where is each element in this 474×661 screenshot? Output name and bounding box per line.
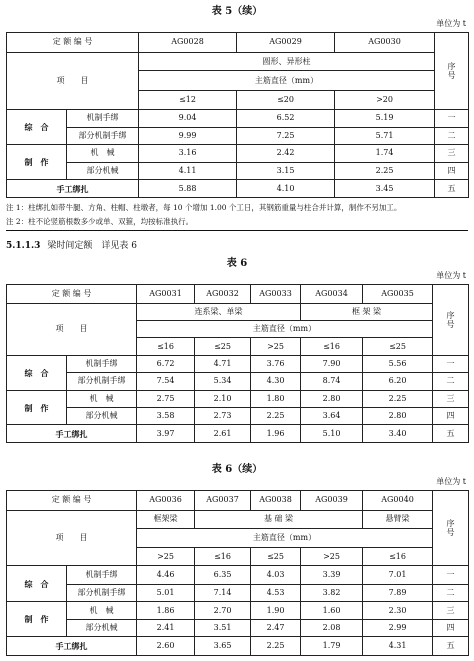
table6c-dim: ≤16 bbox=[363, 547, 433, 566]
table-cell: 7.90 bbox=[301, 355, 363, 372]
table-cell: 4.03 bbox=[251, 566, 301, 585]
table6-cat-make: 制 作 bbox=[7, 390, 67, 425]
table-cell: 2.61 bbox=[195, 425, 251, 443]
table-row-label: 机制手绑 bbox=[67, 109, 139, 127]
table-seq: 五 bbox=[433, 637, 469, 656]
table-seq: 一 bbox=[433, 355, 469, 372]
table-cell: 2.25 bbox=[251, 637, 301, 656]
table6c-seq-header-label: 序号 bbox=[446, 518, 455, 538]
table6c-dim: ≤25 bbox=[251, 547, 301, 566]
table5-note-2: 注 2：柱不论竖筋根数多少或单、双箍，均按标准执行。 bbox=[6, 217, 194, 226]
table-row-label: 机制手绑 bbox=[67, 566, 137, 585]
table5-dim: >20 bbox=[335, 91, 435, 110]
table5-main-dia: 主筋直径（mm） bbox=[139, 71, 435, 91]
table6-seq-header bbox=[433, 285, 469, 356]
table-seq: 二 bbox=[433, 373, 469, 390]
table6-dim: ≤25 bbox=[363, 338, 433, 355]
table-cell: 2.47 bbox=[251, 619, 301, 636]
table6c-quota-no-header: 定 额 编 号 bbox=[7, 491, 137, 511]
table5-item-header: 项 目 bbox=[7, 52, 139, 109]
table5-code: AG0030 bbox=[335, 33, 435, 53]
table-cell: 3.39 bbox=[301, 566, 363, 585]
table5-dim: ≤20 bbox=[237, 91, 335, 110]
table-cell: 1.79 bbox=[301, 637, 363, 656]
table6-code: AG0034 bbox=[301, 285, 363, 304]
table-cell: 2.60 bbox=[137, 637, 195, 656]
table-cell: 4.46 bbox=[137, 566, 195, 585]
table-cell: 3.15 bbox=[237, 162, 335, 180]
table-cell: 4.30 bbox=[251, 373, 301, 390]
table-cell: 2.80 bbox=[301, 390, 363, 407]
section-number: 5.1.1.3 bbox=[6, 241, 41, 251]
table-cell: 1.90 bbox=[251, 602, 301, 619]
table6-dim: ≤16 bbox=[301, 338, 363, 355]
table5-seq-header bbox=[435, 33, 469, 110]
table-cell: 5.01 bbox=[137, 584, 195, 601]
table-cell: 2.25 bbox=[335, 162, 435, 180]
table5-cat-make: 制 作 bbox=[7, 145, 67, 180]
table-cell: 7.54 bbox=[137, 373, 195, 390]
table-cell: 7.14 bbox=[195, 584, 251, 601]
table-cell: 1.96 bbox=[251, 425, 301, 443]
table6-code: AG0031 bbox=[137, 285, 195, 304]
table6-code: AG0032 bbox=[195, 285, 251, 304]
table6-unit: 单位为 t bbox=[436, 271, 466, 280]
table-cell: 7.01 bbox=[363, 566, 433, 585]
table-seq: 三 bbox=[433, 390, 469, 407]
table-cell: 3.65 bbox=[195, 637, 251, 656]
table5-title: 表 5（续） bbox=[211, 6, 263, 17]
table-row-label: 机 械 bbox=[67, 602, 137, 619]
table-cell: 2.25 bbox=[251, 408, 301, 425]
table5-seq-header-label: 序号 bbox=[447, 61, 456, 80]
table-row-label: 手工绑扎 bbox=[7, 425, 137, 443]
table-seq: 二 bbox=[433, 584, 469, 601]
table-cell: 4.71 bbox=[195, 355, 251, 372]
table-seq: 四 bbox=[433, 408, 469, 425]
table-row-label: 机制手绑 bbox=[67, 355, 137, 372]
table-row-label: 手工绑扎 bbox=[7, 637, 137, 656]
table-seq: 五 bbox=[433, 425, 469, 443]
table-row-label: 部分机制手绑 bbox=[67, 127, 139, 145]
table6c-code: AG0040 bbox=[363, 491, 433, 511]
table-cell: 9.99 bbox=[139, 127, 237, 145]
table6-dim: ≤16 bbox=[137, 338, 195, 355]
table-seq: 三 bbox=[435, 145, 469, 163]
table6c-item-header: 项 目 bbox=[7, 510, 137, 566]
table-cell: 3.16 bbox=[139, 145, 237, 163]
table-cell: 4.11 bbox=[139, 162, 237, 180]
table6c-group-3: 悬臂梁 bbox=[363, 510, 433, 529]
table-cell: 3.64 bbox=[301, 408, 363, 425]
table-cell: 2.73 bbox=[195, 408, 251, 425]
table-cell: 5.71 bbox=[335, 127, 435, 145]
table-cell: 6.72 bbox=[137, 355, 195, 372]
table-seq: 四 bbox=[433, 619, 469, 636]
table6-continued bbox=[6, 490, 469, 656]
table6-dim: >25 bbox=[251, 338, 301, 355]
table6-group-2: 框 架 梁 bbox=[301, 303, 433, 320]
table5-quota-no-header: 定 额 编 号 bbox=[7, 33, 139, 53]
table-cell: 7.89 bbox=[363, 584, 433, 601]
table5-cat-comprehensive: 综 合 bbox=[7, 109, 67, 144]
table-cell: 1.60 bbox=[301, 602, 363, 619]
table6c-seq-header bbox=[433, 491, 469, 566]
table6c-code: AG0036 bbox=[137, 491, 195, 511]
table-cell: 2.75 bbox=[137, 390, 195, 407]
table-cell: 3.97 bbox=[137, 425, 195, 443]
table-cell: 2.70 bbox=[195, 602, 251, 619]
table-cell: 1.74 bbox=[335, 145, 435, 163]
table6c-dim: ≤16 bbox=[195, 547, 251, 566]
table-row-label: 机 械 bbox=[67, 145, 139, 163]
table6-main-dia: 主筋直径（mm） bbox=[137, 320, 433, 337]
table-cell: 6.35 bbox=[195, 566, 251, 585]
table-cell: 3.51 bbox=[195, 619, 251, 636]
table-cell: 2.80 bbox=[363, 408, 433, 425]
table-seq: 二 bbox=[435, 127, 469, 145]
table-cell: 8.74 bbox=[301, 373, 363, 390]
table-cell: 2.41 bbox=[137, 619, 195, 636]
table6-seq-header-label: 序号 bbox=[446, 310, 455, 329]
table-row-label: 部分机械 bbox=[67, 408, 137, 425]
table5-group: 圆形、异形柱 bbox=[139, 52, 435, 71]
table-row-label: 部分机械 bbox=[67, 162, 139, 180]
table-cell: 4.31 bbox=[363, 637, 433, 656]
table6-title: 表 6 bbox=[226, 258, 248, 269]
table6c-main-dia: 主筋直径（mm） bbox=[137, 529, 433, 548]
table-seq: 四 bbox=[435, 162, 469, 180]
table5-code: AG0029 bbox=[237, 33, 335, 53]
table6-code: AG0033 bbox=[251, 285, 301, 304]
table-cell: 9.04 bbox=[139, 109, 237, 127]
table-cell: 5.88 bbox=[139, 180, 237, 198]
table6c-unit: 单位为 t bbox=[436, 477, 466, 486]
table-cell: 2.30 bbox=[363, 602, 433, 619]
table-seq: 五 bbox=[435, 180, 469, 198]
table-cell: 7.25 bbox=[237, 127, 335, 145]
table6c-code: AG0038 bbox=[251, 491, 301, 511]
table6c-code: AG0039 bbox=[301, 491, 363, 511]
table-cell: 3.45 bbox=[335, 180, 435, 198]
table-cell: 2.42 bbox=[237, 145, 335, 163]
table6c-title: 表 6（续） bbox=[211, 464, 263, 475]
table-row-label: 机 械 bbox=[67, 390, 137, 407]
table6-quota-no-header: 定 额 编 号 bbox=[7, 285, 137, 304]
section-heading bbox=[6, 238, 137, 251]
table-cell: 6.20 bbox=[363, 373, 433, 390]
table6-dim: ≤25 bbox=[195, 338, 251, 355]
table6c-group-1: 框架梁 bbox=[137, 510, 195, 529]
table6-item-header: 项 目 bbox=[7, 303, 137, 355]
table6c-dim: >25 bbox=[137, 547, 195, 566]
table-row-label: 部分机制手绑 bbox=[67, 584, 137, 601]
table-cell: 2.08 bbox=[301, 619, 363, 636]
table-cell: 3.40 bbox=[363, 425, 433, 443]
table-row-label: 部分机械 bbox=[67, 619, 137, 636]
table-cell: 6.52 bbox=[237, 109, 335, 127]
table6c-group-2: 基 础 梁 bbox=[195, 510, 363, 529]
table5-code: AG0028 bbox=[139, 33, 237, 53]
table-seq: 一 bbox=[435, 109, 469, 127]
table-cell: 4.10 bbox=[237, 180, 335, 198]
table-seq: 一 bbox=[433, 566, 469, 585]
table-cell: 2.99 bbox=[363, 619, 433, 636]
table5 bbox=[6, 32, 469, 198]
table-cell: 1.80 bbox=[251, 390, 301, 407]
table-cell: 1.86 bbox=[137, 602, 195, 619]
table6c-dim: >25 bbox=[301, 547, 363, 566]
table-cell: 5.34 bbox=[195, 373, 251, 390]
table-cell: 5.56 bbox=[363, 355, 433, 372]
table6 bbox=[6, 284, 469, 443]
table6c-code: AG0037 bbox=[195, 491, 251, 511]
table6-group-1: 连系梁、单梁 bbox=[137, 303, 301, 320]
table-cell: 4.53 bbox=[251, 584, 301, 601]
table-cell: 5.10 bbox=[301, 425, 363, 443]
table-seq: 三 bbox=[433, 602, 469, 619]
table-cell: 3.58 bbox=[137, 408, 195, 425]
table-row-label: 部分机制手绑 bbox=[67, 373, 137, 390]
table-cell: 3.76 bbox=[251, 355, 301, 372]
table6-cat-comprehensive: 综 合 bbox=[7, 355, 67, 390]
table-cell: 5.19 bbox=[335, 109, 435, 127]
table-cell: 2.10 bbox=[195, 390, 251, 407]
table-cell: 2.25 bbox=[363, 390, 433, 407]
table-row-label: 手工绑扎 bbox=[7, 180, 139, 198]
table5-dim: ≤12 bbox=[139, 91, 237, 110]
table6-code: AG0035 bbox=[363, 285, 433, 304]
table5-note-1: 注 1：柱绑扎如带牛腿、方角、柱帽、柱墩者，每 10 个增加 1.00 个工日，其钢筋重量与柱合并计算，制作不另加工。 bbox=[6, 203, 402, 212]
table-cell: 3.82 bbox=[301, 584, 363, 601]
table6c-cat-comprehensive: 综 合 bbox=[7, 566, 67, 602]
table6c-cat-make: 制 作 bbox=[7, 602, 67, 637]
section-text: 梁时间定额 详见表 6 bbox=[47, 241, 137, 251]
table5-unit: 单位为 t bbox=[436, 19, 466, 28]
notes-divider bbox=[6, 230, 468, 231]
